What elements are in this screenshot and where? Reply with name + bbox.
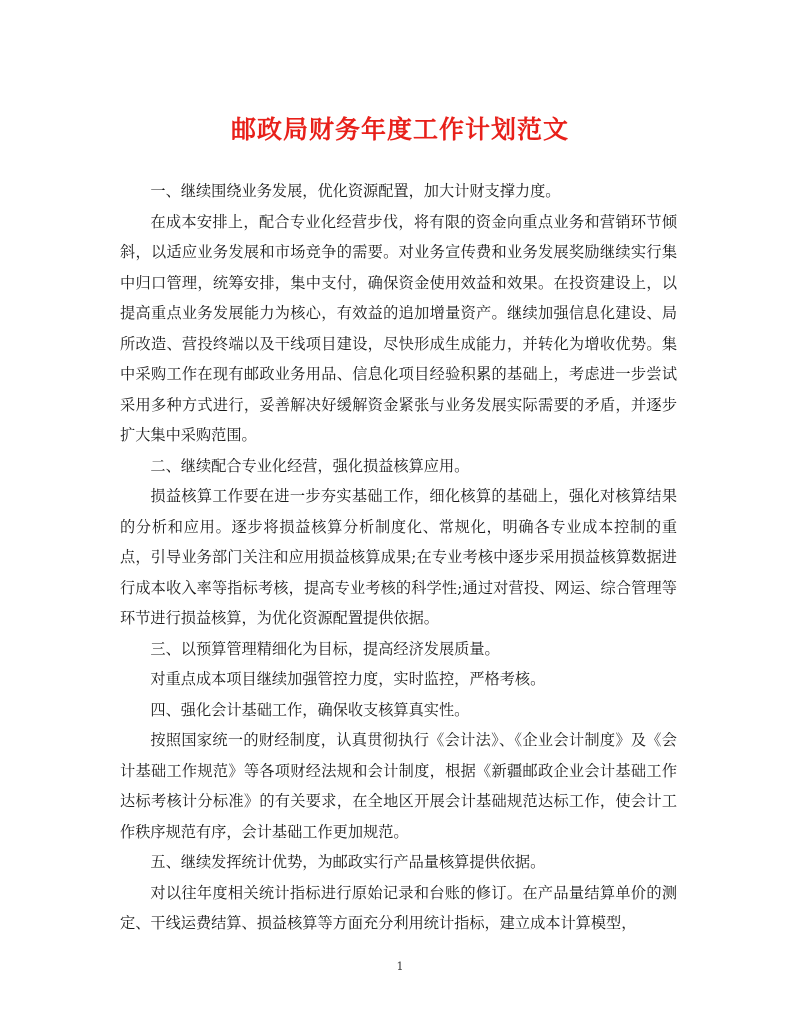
page-number: 1 — [396, 960, 404, 973]
document-title: 邮政局财务年度工作计划范文 — [230, 115, 569, 144]
paragraph-cost-arrangement: 在成本安排上，配合专业化经营步伐，将有限的资金向重点业务和营销环节倾斜，以适应业务发展和市场竞争的需要。对业务宣传费和业务发展奖励继续实行集中归口管理，统筹安排，集中支付，确保资金使用效益和效果。在投资建设上，以提高重点业务发展能力为核心，有效益的追加增量资产。继续加强信息化建设、局所改造、营投终端以及干线项目建设，尽快形成生成能力，并转化为增收优势。集中采购工作在现有邮政业务用品、信息化项目经验积累的基础上，考虑进一步尝试采用多种方式进行，妥善解决好缓解资金紧张与业务发展实际需要的矛盾，并逐步扩大集中采购范围。 — [120, 212, 677, 444]
paragraph-heading-3: 三、以预算管理精细化为目标，提高经济发展质量。 — [150, 639, 500, 658]
paragraph-accounting-basics: 按照国家统一的财经制度，认真贯彻执行《会计法》、《企业会计制度》及《会计基础工作规范》等各项财经法规和会计制度，根据《新疆邮政企业会计基础工作达标考核计分标准》的有关要求，在全地区开展会计基础规范达标工作，使会计工作秩序规范有序，会计基础工作更加规范。 — [120, 731, 677, 841]
document-body — [120, 176, 677, 939]
paragraph-heading-1: 一、继续围绕业务发展，优化资源配置，加大计财支撑力度。 — [150, 182, 561, 200]
paragraph-profit-loss-accounting: 损益核算工作要在进一步夯实基础工作，细化核算的基础上，强化对核算结果的分析和应用。逐步将损益核算分析制度化、常规化，明确各专业成本控制的重点，引导业务部门关注和应用损益核算成果;在专业考核中逐步采用损益核算数据进行成本收入率等指标考核，提高专业考核的科学性;通过对营投、网运、综合管理等环节进行损益核算，为优化资源配置提供依据。 — [120, 487, 677, 627]
paragraph-cost-control: 对重点成本项目继续加强管控力度，实时监控，严格考核。 — [150, 670, 546, 688]
paragraph-heading-4: 四、强化会计基础工作，确保收支核算真实性。 — [150, 700, 470, 719]
paragraph-heading-2: 二、继续配合专业化经营，强化损益核算应用。 — [150, 456, 470, 475]
paragraph-statistics: 对以往年度相关统计指标进行原始记录和台账的修订。在产品量结算单价的测定、干线运费结算、损益核算等方面充分利用统计指标，建立成本计算模型， — [120, 883, 677, 932]
paragraph-heading-5: 五、继续发挥统计优势，为邮政实行产品量核算提供依据。 — [150, 853, 546, 871]
